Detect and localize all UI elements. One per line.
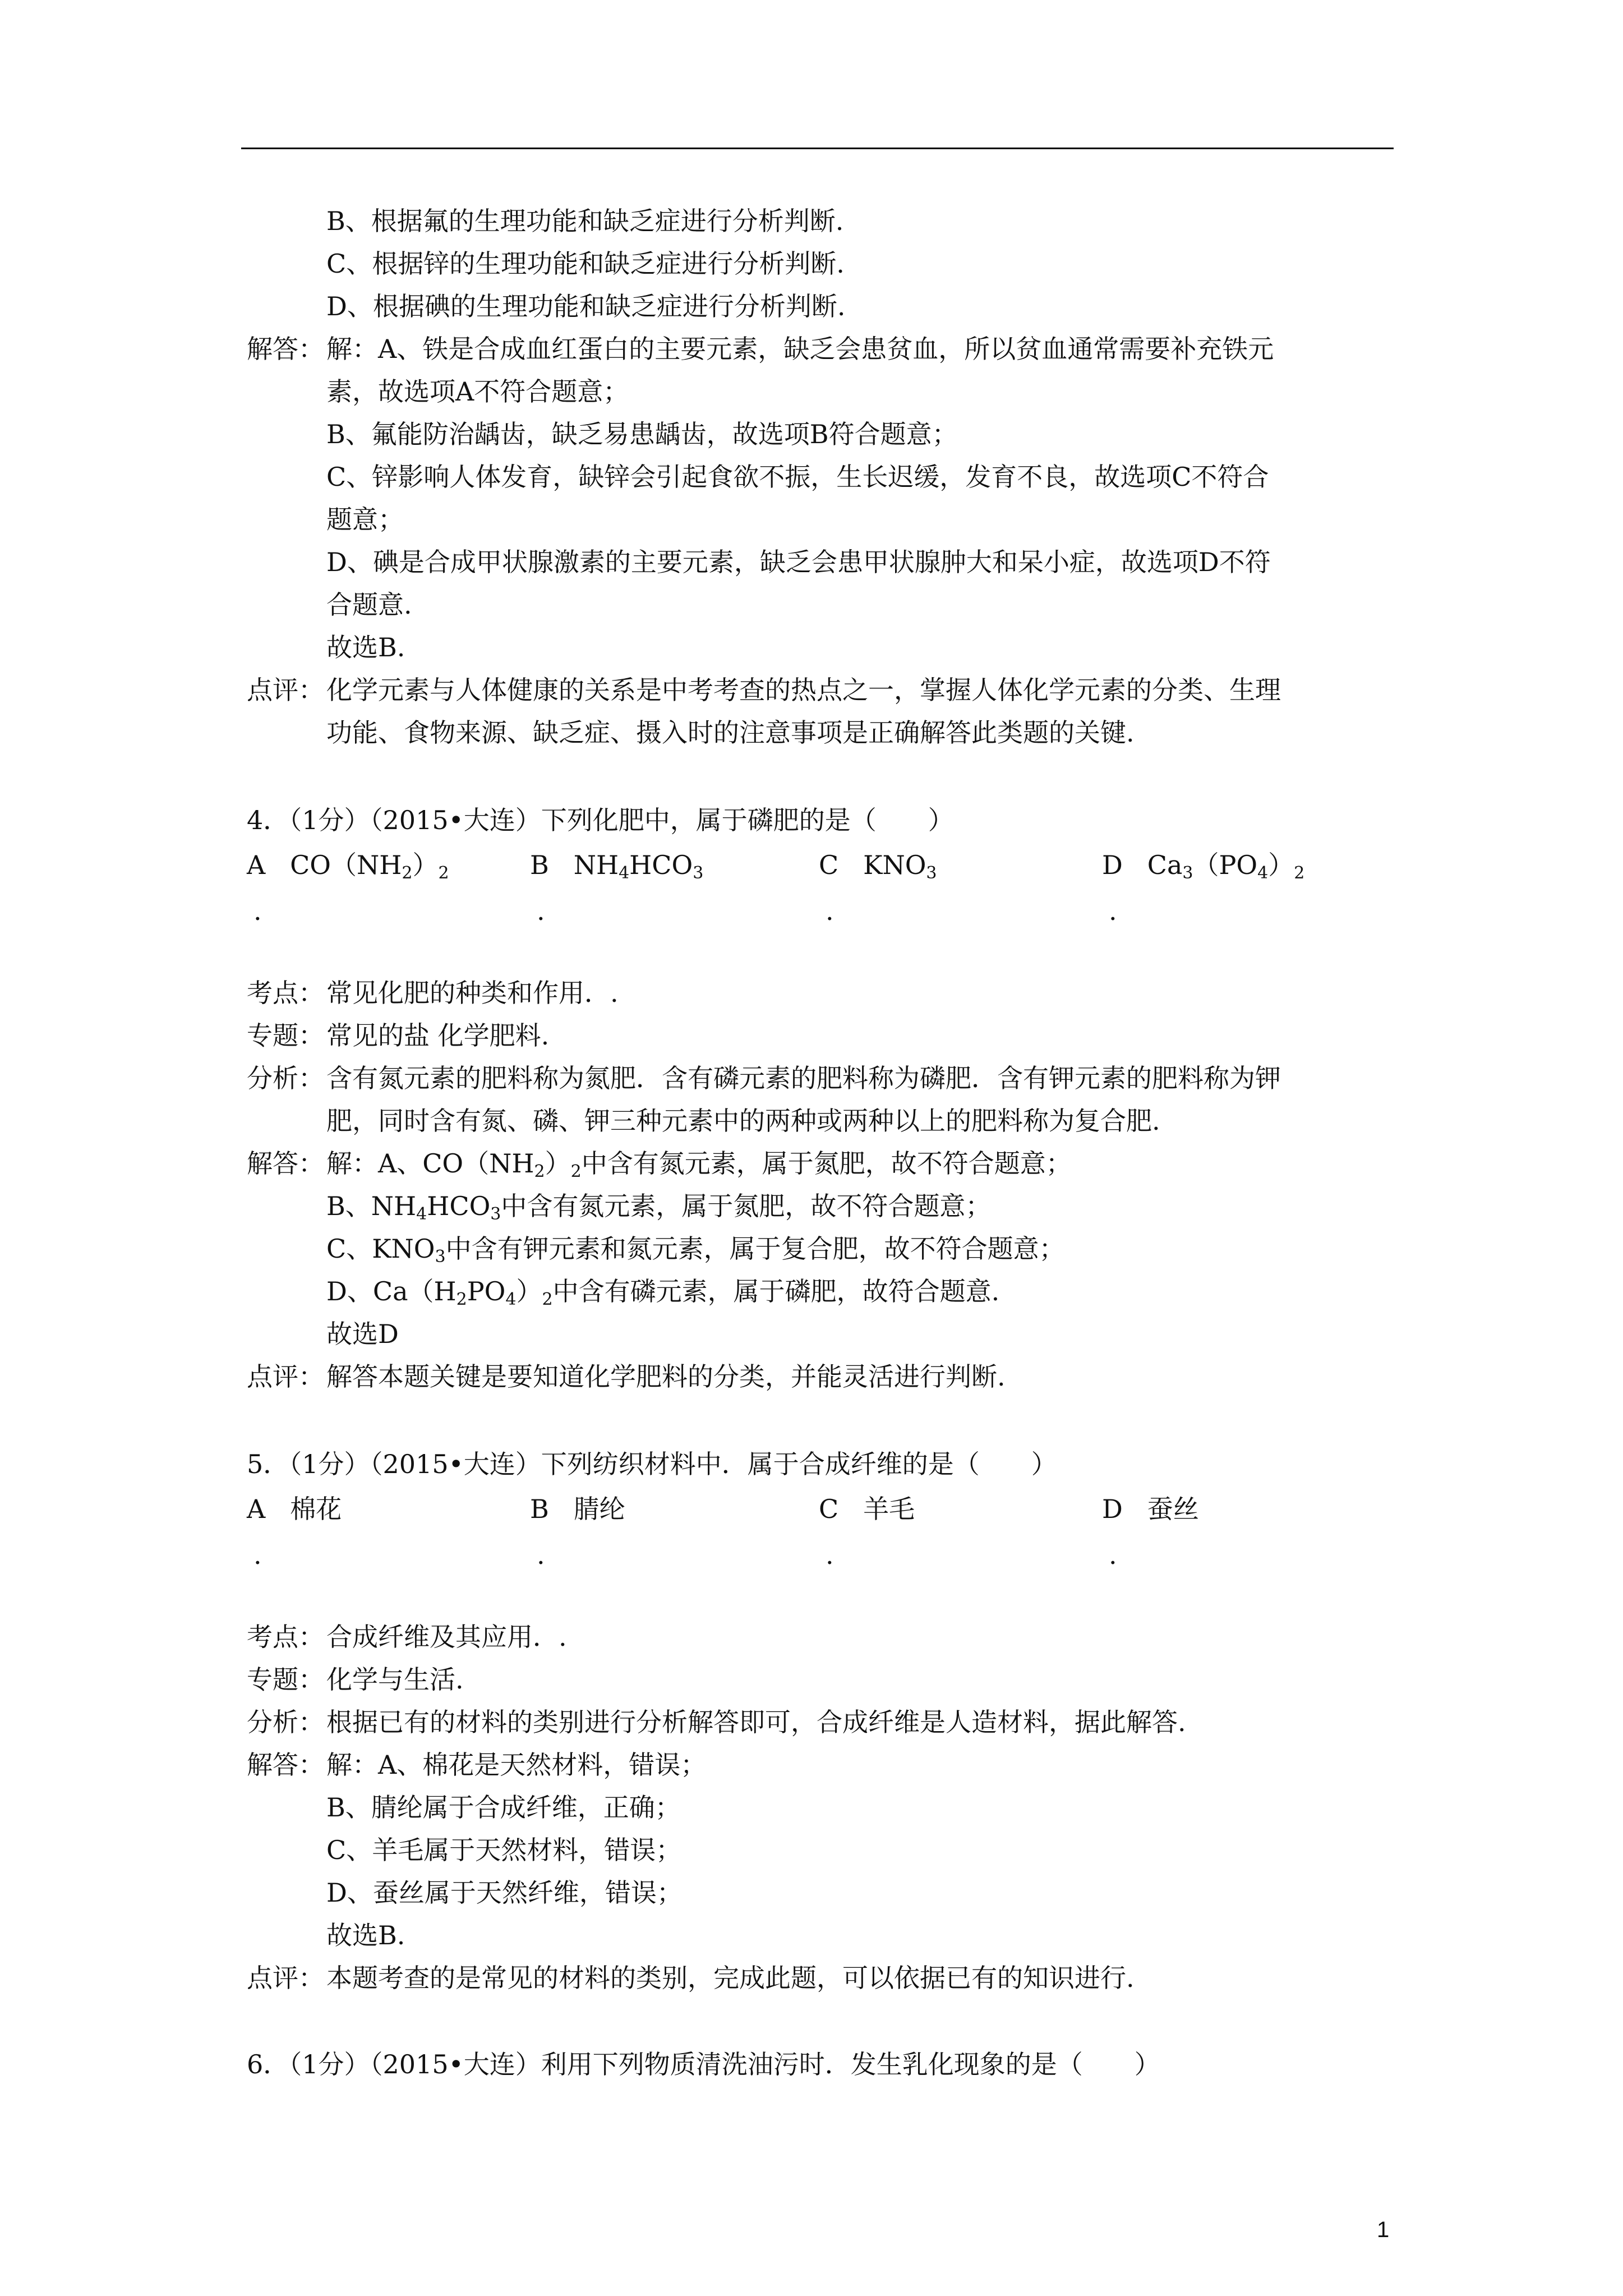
q5-comment-label: 点评： xyxy=(247,1963,324,1993)
q4-topic-label: 专题： xyxy=(247,1020,324,1051)
q3-comment-line1: 化学元素与人体健康的关系是中考考查的热点之一，掌握人体化学元素的分类、生理 xyxy=(326,675,1281,705)
q5-option-a-dot: . xyxy=(253,1540,262,1570)
q5-comment: 本题考查的是常见的材料的类别，完成此题，可以依据已有的知识进行. xyxy=(326,1963,1135,1993)
q4-answer-b: B、$NH_4HCO_3$中含有氮元素，属于氮肥，故不符合题意； xyxy=(326,1191,992,1224)
q6-stem: 6．（1分）（2015•大连）利用下列物质清洗油污时．发生乳化现象的是（ ） xyxy=(247,2049,1160,2079)
q4-option-c-dot: . xyxy=(826,896,834,926)
q5-answer-a: 解：A、棉花是天然材料，错误； xyxy=(326,1750,707,1780)
q3-answer-conclusion: 故选B. xyxy=(326,632,405,662)
q4-option-c: C $KNO_3$ xyxy=(819,850,937,883)
q4-point-label: 考点： xyxy=(247,978,324,1008)
q4-stem: 4．（1分）（2015•大连）下列化肥中，属于磷肥的是（ ） xyxy=(247,805,954,835)
q5-option-d-dot: . xyxy=(1109,1540,1117,1570)
q5-option-b: B 腈纶 xyxy=(530,1494,625,1524)
q5-option-a: A 棉花 xyxy=(247,1494,342,1524)
q4-option-b: B $NH_4HCO_3$ xyxy=(530,850,704,883)
q4-answer-a: 解：A、$CO(NH_2)_2$中含有氮元素，属于氮肥，故不符合题意； xyxy=(326,1148,1072,1181)
q4-point: 常见化肥的种类和作用．. xyxy=(326,978,619,1008)
q5-topic: 化学与生活. xyxy=(326,1664,464,1695)
q5-analysis: 根据已有的材料的类别进行分析解答即可，合成纤维是人造材料，据此解答. xyxy=(326,1707,1186,1737)
q5-answer-label: 解答： xyxy=(247,1750,324,1780)
q4-comment-label: 点评： xyxy=(247,1361,324,1392)
q4-answer-conclusion: 故选D xyxy=(326,1319,399,1349)
q5-option-c: C 羊毛 xyxy=(819,1494,915,1524)
q3-answer-a-line2: 素，故选项A不符合题意； xyxy=(326,376,629,407)
q3-answer-d-line1: D、碘是合成甲状腺激素的主要元素，缺乏会患甲状腺肿大和呆小症，故选项D不符 xyxy=(326,547,1271,577)
q5-topic-label: 专题： xyxy=(247,1664,324,1695)
q5-point: 合成纤维及其应用．. xyxy=(326,1622,567,1652)
q4-answer-label: 解答： xyxy=(247,1148,324,1179)
q4-option-b-dot: . xyxy=(537,896,545,926)
q3-answer-a-line1: 解：A、铁是合成血红蛋白的主要元素，缺乏会患贫血，所以贫血通常需要补充铁元 xyxy=(326,334,1274,364)
q5-answer-d: D、蚕丝属于天然纤维，错误； xyxy=(326,1878,683,1908)
q4-answer-d: D、$Ca(H_2PO_4)_2$中含有磷元素，属于磷肥，故符合题意. xyxy=(326,1276,1000,1309)
header-rule xyxy=(241,148,1394,149)
q3-answer-c-line1: C、锌影响人体发育，缺锌会引起食欲不振，生长迟缓，发育不良，故选项C不符合 xyxy=(326,462,1269,492)
q5-answer-conclusion: 故选B. xyxy=(326,1920,405,1950)
page-number: 1 xyxy=(1377,2217,1390,2242)
q5-option-c-dot: . xyxy=(826,1540,834,1570)
q4-option-a-dot: . xyxy=(253,896,262,926)
q4-topic: 常见的盐 化学肥料. xyxy=(326,1020,550,1051)
q4-comment: 解答本题关键是要知道化学肥料的分类，并能灵活进行判断. xyxy=(326,1361,1006,1392)
q3-comment-line2: 功能、食物来源、缺乏症、摄入时的注意事项是正确解答此类题的关键. xyxy=(326,717,1135,748)
q3-answer-b: B、氟能防治龋齿，缺乏易患龋齿，故选项B符合题意； xyxy=(326,419,958,449)
q5-stem: 5．（1分）（2015•大连）下列纺织材料中．属于合成纤维的是（ ） xyxy=(247,1449,1057,1479)
q4-analysis-line1: 含有氮元素的肥料称为氮肥．含有磷元素的肥料称为磷肥．含有钾元素的肥料称为钾 xyxy=(326,1063,1281,1093)
q5-answer-c: C、羊毛属于天然材料，错误； xyxy=(326,1835,682,1865)
q3-answer-c-line2: 题意； xyxy=(326,504,404,535)
q4-option-d-dot: . xyxy=(1109,896,1117,926)
q5-option-b-dot: . xyxy=(537,1540,545,1570)
q3-answer-label: 解答： xyxy=(247,334,324,364)
q3-analysis-b: B、根据氟的生理功能和缺乏症进行分析判断. xyxy=(326,206,844,236)
q5-answer-b: B、腈纶属于合成纤维，正确； xyxy=(326,1792,681,1823)
q3-comment-label: 点评： xyxy=(247,675,324,705)
q4-option-a: A $CO(NH_2)_2$ xyxy=(247,850,449,883)
q3-answer-d-line2: 合题意. xyxy=(326,590,412,620)
q4-answer-c: C、$KNO_3$中含有钾元素和氮元素，属于复合肥，故不符合题意； xyxy=(326,1234,1065,1267)
q4-analysis-line2: 肥，同时含有氮、磷、钾三种元素中的两种或两种以上的肥料称为复合肥. xyxy=(326,1106,1160,1136)
q3-analysis-c: C、根据锌的生理功能和缺乏症进行分析判断. xyxy=(326,249,845,279)
q4-analysis-label: 分析： xyxy=(247,1063,324,1093)
q5-option-d: D 蚕丝 xyxy=(1102,1494,1199,1524)
q5-point-label: 考点： xyxy=(247,1622,324,1652)
q4-option-d: D $Ca_3(PO_4)_2$ xyxy=(1102,850,1305,883)
q5-analysis-label: 分析： xyxy=(247,1707,324,1737)
q3-analysis-d: D、根据碘的生理功能和缺乏症进行分析判断. xyxy=(326,291,846,321)
